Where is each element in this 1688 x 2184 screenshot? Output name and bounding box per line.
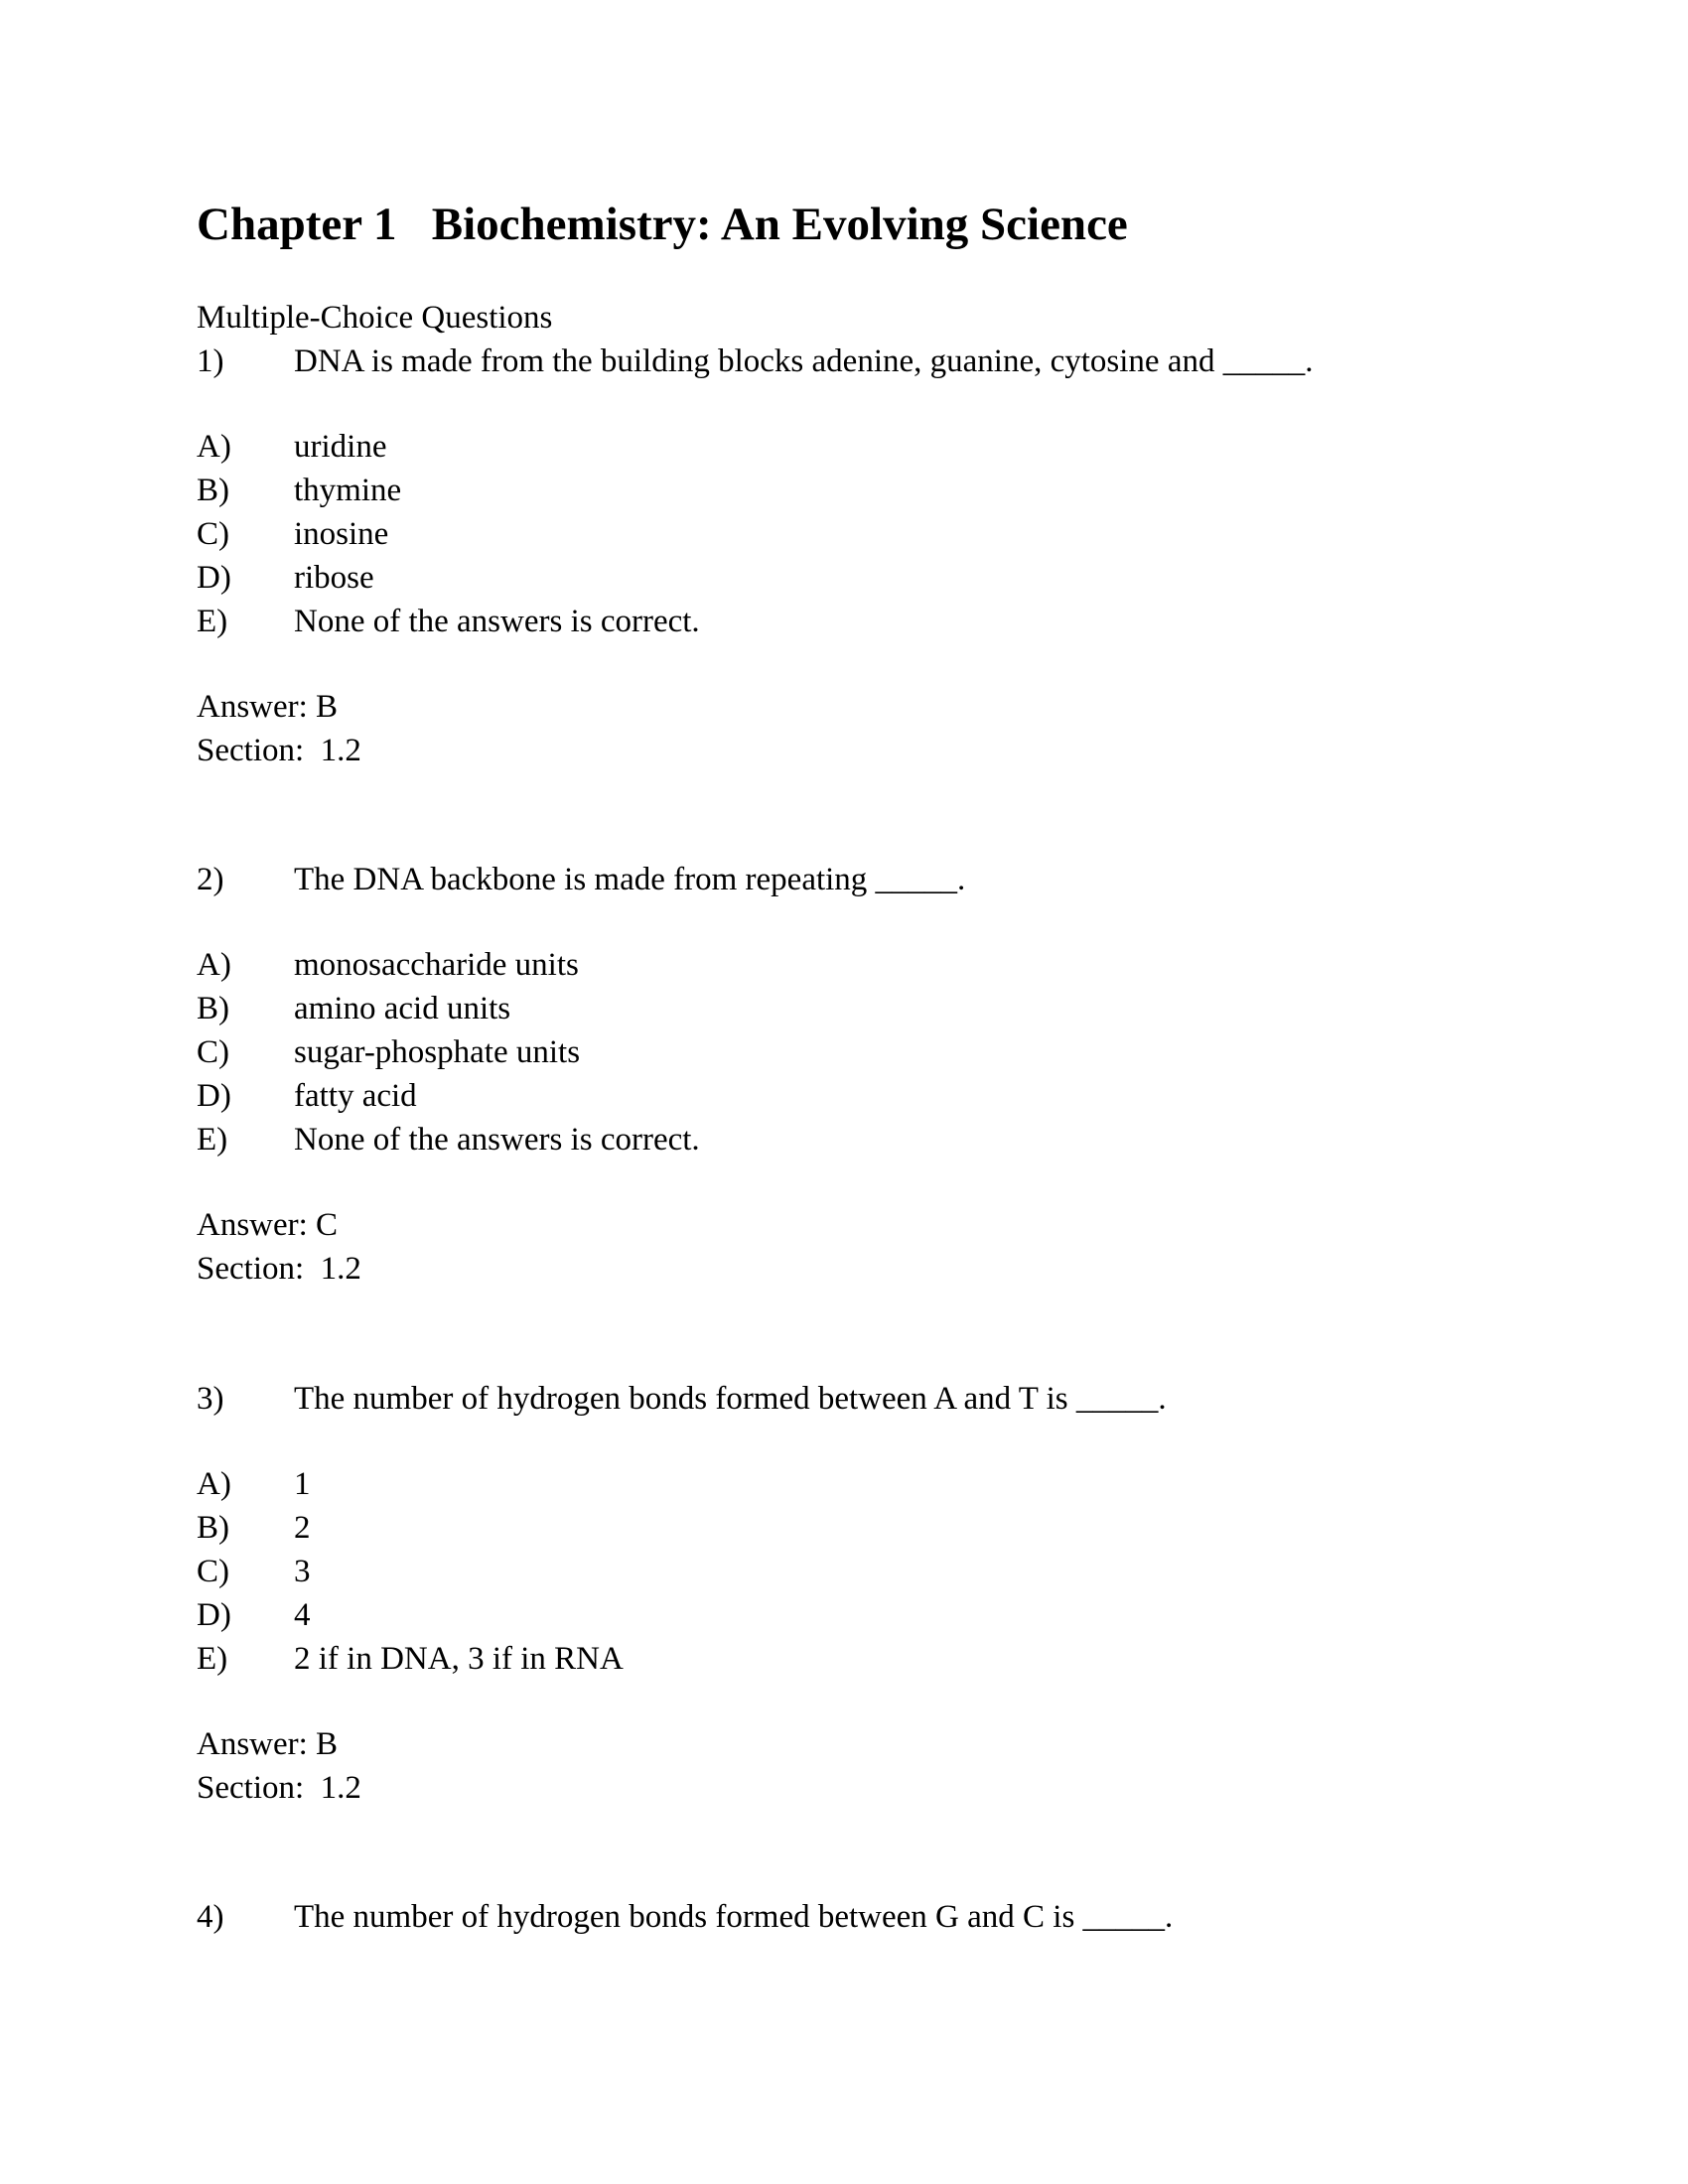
option-letter: C) [197, 1034, 229, 1070]
answer-text: Answer: C [197, 1207, 339, 1243]
question-stem: DNA is made from the building blocks adenine, guanine, cytosine and _____. [294, 343, 1314, 379]
section-reference: Section: 1.2 [197, 733, 361, 768]
option-letter: A) [197, 429, 231, 465]
option-text: 1 [294, 1466, 311, 1502]
question-number: 1) [197, 343, 224, 379]
option-letter: B) [197, 473, 229, 508]
option-letter: E) [197, 1122, 228, 1158]
option-text: fatty acid [294, 1078, 417, 1114]
question-stem: The DNA backbone is made from repeating _____. [294, 862, 966, 897]
section-heading: Multiple-Choice Questions [197, 300, 553, 336]
option-text: 2 [294, 1510, 311, 1546]
question-number: 4) [197, 1899, 224, 1935]
option-text: sugar-phosphate units [294, 1034, 581, 1070]
option-text: uridine [294, 429, 387, 465]
option-letter: B) [197, 991, 229, 1026]
question-number: 3) [197, 1381, 224, 1417]
option-text: ribose [294, 560, 374, 596]
option-letter: C) [197, 516, 229, 552]
option-letter: A) [197, 947, 231, 983]
option-text: amino acid units [294, 991, 511, 1026]
option-letter: D) [197, 560, 231, 596]
option-text: None of the answers is correct. [294, 604, 700, 639]
option-text: 4 [294, 1597, 311, 1633]
option-letter: E) [197, 604, 228, 639]
option-text: 3 [294, 1554, 311, 1589]
option-text: thymine [294, 473, 402, 508]
answer-text: Answer: B [197, 689, 339, 725]
section-reference: Section: 1.2 [197, 1770, 361, 1806]
question-number: 2) [197, 862, 224, 897]
option-letter: C) [197, 1554, 229, 1589]
option-text: monosaccharide units [294, 947, 579, 983]
option-text: 2 if in DNA, 3 if in RNA [294, 1641, 624, 1677]
option-letter: E) [197, 1641, 228, 1677]
option-letter: D) [197, 1597, 231, 1633]
option-text: None of the answers is correct. [294, 1122, 700, 1158]
question-stem: The number of hydrogen bonds formed between G and C is _____. [294, 1899, 1174, 1935]
option-letter: A) [197, 1466, 231, 1502]
option-letter: D) [197, 1078, 231, 1114]
option-text: inosine [294, 516, 389, 552]
question-stem: The number of hydrogen bonds formed between A and T is _____. [294, 1381, 1167, 1417]
chapter-title: Chapter 1 Biochemistry: An Evolving Science [197, 199, 1128, 250]
answer-text: Answer: B [197, 1726, 339, 1762]
option-letter: B) [197, 1510, 229, 1546]
section-reference: Section: 1.2 [197, 1251, 361, 1287]
